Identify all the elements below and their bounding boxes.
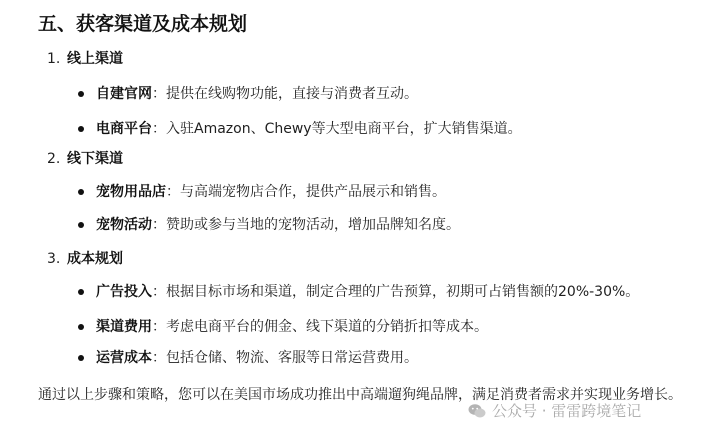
item-title: 线下渠道 <box>67 151 123 167</box>
bullet-term: 宠物用品店 <box>96 184 166 200</box>
item-number: 1. <box>47 51 61 67</box>
bullet-text: 提供在线购物功能，直接与消费者互动。 <box>166 86 418 102</box>
bullet-text: 根据目标市场和渠道，制定合理的广告预算，初期可占销售额的20%-30%。 <box>166 284 640 300</box>
bullet-term: 宠物活动 <box>96 217 152 233</box>
item-number: 3. <box>47 251 61 267</box>
bullet-sep: ： <box>152 217 166 233</box>
bullet-sep: ： <box>152 350 166 366</box>
item-title: 成本规划 <box>67 251 123 267</box>
watermark <box>468 400 641 422</box>
bullet-icon <box>78 222 84 228</box>
bullet-term: 电商平台 <box>96 121 152 137</box>
wechat-icon <box>468 403 486 419</box>
bullet-sep: ： <box>152 86 166 102</box>
bullet-text: 入驻Amazon、Chewy等大型电商平台，扩大销售渠道。 <box>166 121 522 137</box>
bullet-icon <box>78 355 84 361</box>
watermark-text: 公众号 · 雷雷跨境笔记 <box>492 402 642 420</box>
numbered-item-offline-channels <box>47 148 123 170</box>
bullet-text: 赞助或参与当地的宠物活动，增加品牌知名度。 <box>166 217 460 233</box>
item-number: 2. <box>47 151 61 167</box>
numbered-item-online-channels <box>47 48 123 70</box>
bullet-icon <box>78 324 84 330</box>
conclusion-paragraph: 通过以上步骤和策略，您可以在美国市场成功推出中高端遛狗绳品牌，满足消费者需求并实现业务增长。 <box>38 387 682 403</box>
bullet-text: 考虑电商平台的佣金、线下渠道的分销折扣等成本。 <box>166 319 488 335</box>
item-title: 线上渠道 <box>67 51 123 67</box>
bullet-text: 包括仓储、物流、客服等日常运营费用。 <box>166 350 418 366</box>
bullet-sep: ： <box>152 319 166 335</box>
bullet-icon <box>78 91 84 97</box>
section-heading: 五、获客渠道及成本规划 <box>38 13 248 35</box>
bullet-sep: ： <box>152 121 166 137</box>
bullet-sep: ： <box>152 284 166 300</box>
bullet-icon <box>78 126 84 132</box>
bullet-sep: ： <box>166 184 180 200</box>
bullet-icon <box>78 289 84 295</box>
bullet-term: 广告投入 <box>96 284 152 300</box>
bullet-icon <box>78 189 84 195</box>
bullet-term: 渠道费用 <box>96 319 152 335</box>
bullet-term: 自建官网 <box>96 86 152 102</box>
bullet-text: 与高端宠物店合作，提供产品展示和销售。 <box>180 184 446 200</box>
bullet-term: 运营成本 <box>96 350 152 366</box>
numbered-item-cost-planning <box>47 248 123 270</box>
